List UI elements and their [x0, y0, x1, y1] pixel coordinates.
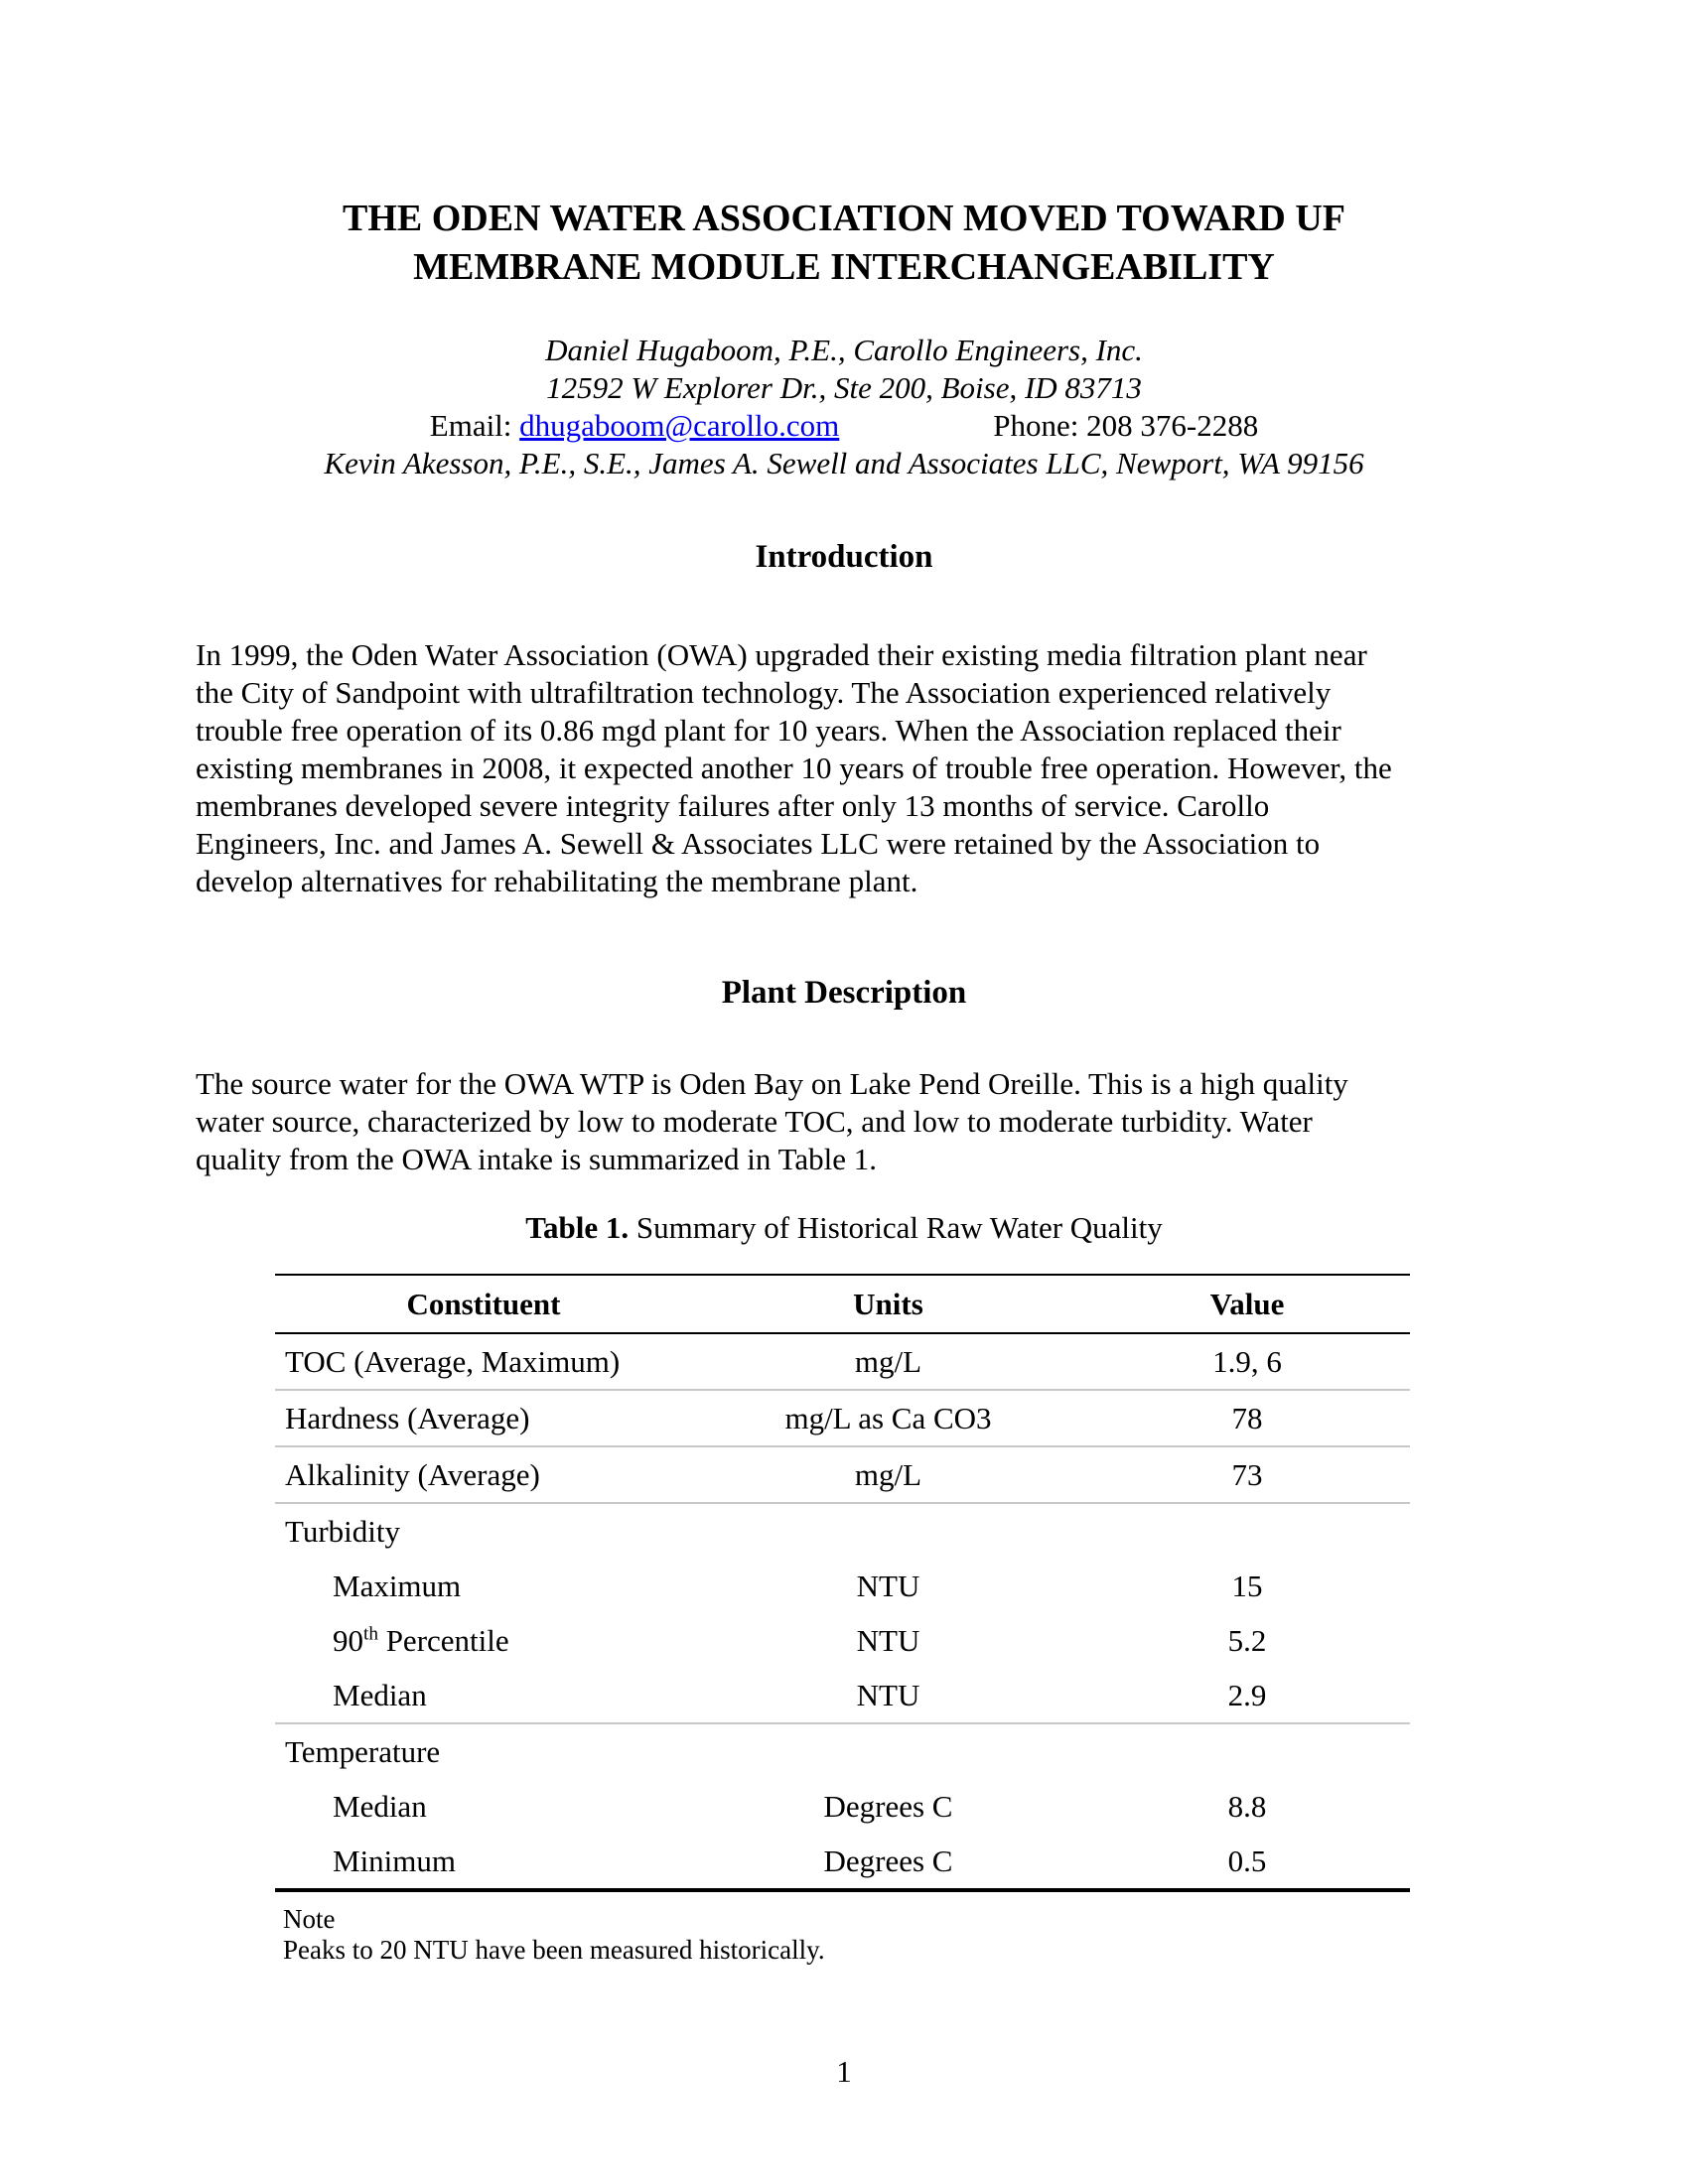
paragraph-introduction	[196, 636, 1492, 900]
text-line: MEMBRANE MODULE INTERCHANGEABILITY	[413, 246, 1275, 288]
text-line: trouble free operation of its 0.86 mgd plant for 10 years. When the Association replaced their	[196, 713, 1341, 748]
paragraph-plant-description	[196, 1065, 1492, 1178]
cell-constituent: Turbidity	[285, 1513, 401, 1549]
table-note	[283, 1904, 1492, 1966]
page-number: 1	[836, 2054, 852, 2089]
text-line: membranes developed severe integrity failures after only 13 months of service. Carollo	[196, 788, 1270, 823]
table-row	[275, 1333, 1410, 1390]
table-caption-text: Summary of Historical Raw Water Quality	[629, 1210, 1163, 1245]
cell-value	[1084, 1503, 1410, 1559]
cell-value: 1.9, 6	[1084, 1333, 1410, 1390]
cell-constituent: Median	[333, 1788, 427, 1824]
cell-constituent: Minimum	[333, 1843, 457, 1878]
water-quality-table	[275, 1274, 1410, 1892]
table-caption-number: Table 1.	[525, 1210, 630, 1245]
cell-value: 0.5	[1227, 1843, 1267, 1878]
table-row	[275, 1668, 1410, 1723]
cell-constituent: Hardness (Average)	[275, 1390, 692, 1446]
section-heading-introduction: Introduction	[755, 539, 933, 575]
author-address: 12592 W Explorer Dr., Ste 200, Boise, ID 83713	[546, 370, 1142, 405]
cell-units: NTU	[692, 1668, 1084, 1723]
cell-units: mg/L	[692, 1446, 1084, 1503]
column-header-constituent: Constituent	[275, 1275, 692, 1333]
cell-value: 78	[1084, 1390, 1410, 1446]
table-row	[275, 1723, 1410, 1779]
cell-constituent: Alkalinity (Average)	[275, 1446, 692, 1503]
table-row	[275, 1613, 1410, 1668]
cell-value: 5.2	[1227, 1622, 1267, 1658]
text-line: develop alternatives for rehabilitating the membrane plant.	[196, 864, 918, 898]
text-line: water source, characterized by low to moderate TOC, and low to moderate turbidity. Water	[196, 1104, 1313, 1139]
cell-constituent: Maximum	[333, 1568, 462, 1603]
cell-units: Degrees C	[823, 1788, 953, 1824]
table-row	[275, 1779, 1410, 1834]
cell-units: Degrees C	[823, 1843, 953, 1878]
email-link[interactable]: dhugaboom@carollo.com	[519, 408, 840, 443]
cell-value	[1084, 1723, 1410, 1779]
column-header-units: Units	[692, 1275, 1084, 1333]
author-block	[196, 332, 1492, 482]
cell-units	[692, 1503, 1084, 1559]
cell-constituent: TOC (Average, Maximum)	[275, 1333, 692, 1390]
cell-constituent: Median	[275, 1668, 692, 1723]
author-affiliation-2: Kevin Akesson, P.E., S.E., James A. Sewell and Associates LLC, Newport, WA 99156	[324, 446, 1364, 480]
table-row	[275, 1503, 1410, 1559]
cell-constituent: 90th Percentile	[333, 1622, 509, 1658]
cell-value: 15	[1231, 1568, 1263, 1603]
ordinal-superscript: th	[363, 1623, 378, 1645]
table-row	[275, 1834, 1410, 1890]
text-line: In 1999, the Oden Water Association (OWA) upgraded their existing media filtration plant near	[196, 637, 1367, 672]
cell-value: 73	[1084, 1446, 1410, 1503]
cell-value: 2.9	[1084, 1668, 1410, 1723]
text-line: the City of Sandpoint with ultrafiltration technology. The Association experienced relatively	[196, 675, 1332, 710]
text-line: THE ODEN WATER ASSOCIATION MOVED TOWARD UF	[342, 198, 1345, 239]
paper-title	[196, 195, 1492, 292]
table-row	[275, 1446, 1410, 1503]
column-header-value: Value	[1084, 1275, 1410, 1333]
cell-units	[692, 1723, 1084, 1779]
email-label: Email:	[429, 408, 520, 443]
text-line: Engineers, Inc. and James A. Sewell & Associates LLC were retained by the Association to	[196, 826, 1321, 861]
section-heading-plant-description: Plant Description	[721, 975, 967, 1011]
table-caption	[196, 1208, 1492, 1248]
text-line: existing membranes in 2008, it expected another 10 years of trouble free operation. However, the	[196, 751, 1392, 785]
cell-units: NTU	[856, 1568, 920, 1603]
note-label: Note	[283, 1904, 336, 1934]
table-row	[275, 1559, 1410, 1613]
cell-constituent: Temperature	[285, 1733, 441, 1769]
cell-units: mg/L	[692, 1333, 1084, 1390]
text-line: quality from the OWA intake is summarized in Table 1.	[196, 1142, 877, 1176]
cell-units: NTU	[856, 1622, 920, 1658]
text-line: The source water for the OWA WTP is Oden Bay on Lake Pend Oreille. This is a high quality	[196, 1066, 1348, 1101]
table-header-row	[275, 1275, 1410, 1333]
phone-text: Phone: 208 376-2288	[993, 408, 1259, 443]
note-text: Peaks to 20 NTU have been measured historically.	[283, 1935, 825, 1965]
table-row	[275, 1390, 1410, 1446]
author-affiliation-1: Daniel Hugaboom, P.E., Carollo Engineers, Inc.	[545, 333, 1143, 367]
cell-value: 8.8	[1227, 1788, 1267, 1824]
cell-units: mg/L as Ca CO3	[692, 1390, 1084, 1446]
contact-line	[196, 407, 1492, 445]
